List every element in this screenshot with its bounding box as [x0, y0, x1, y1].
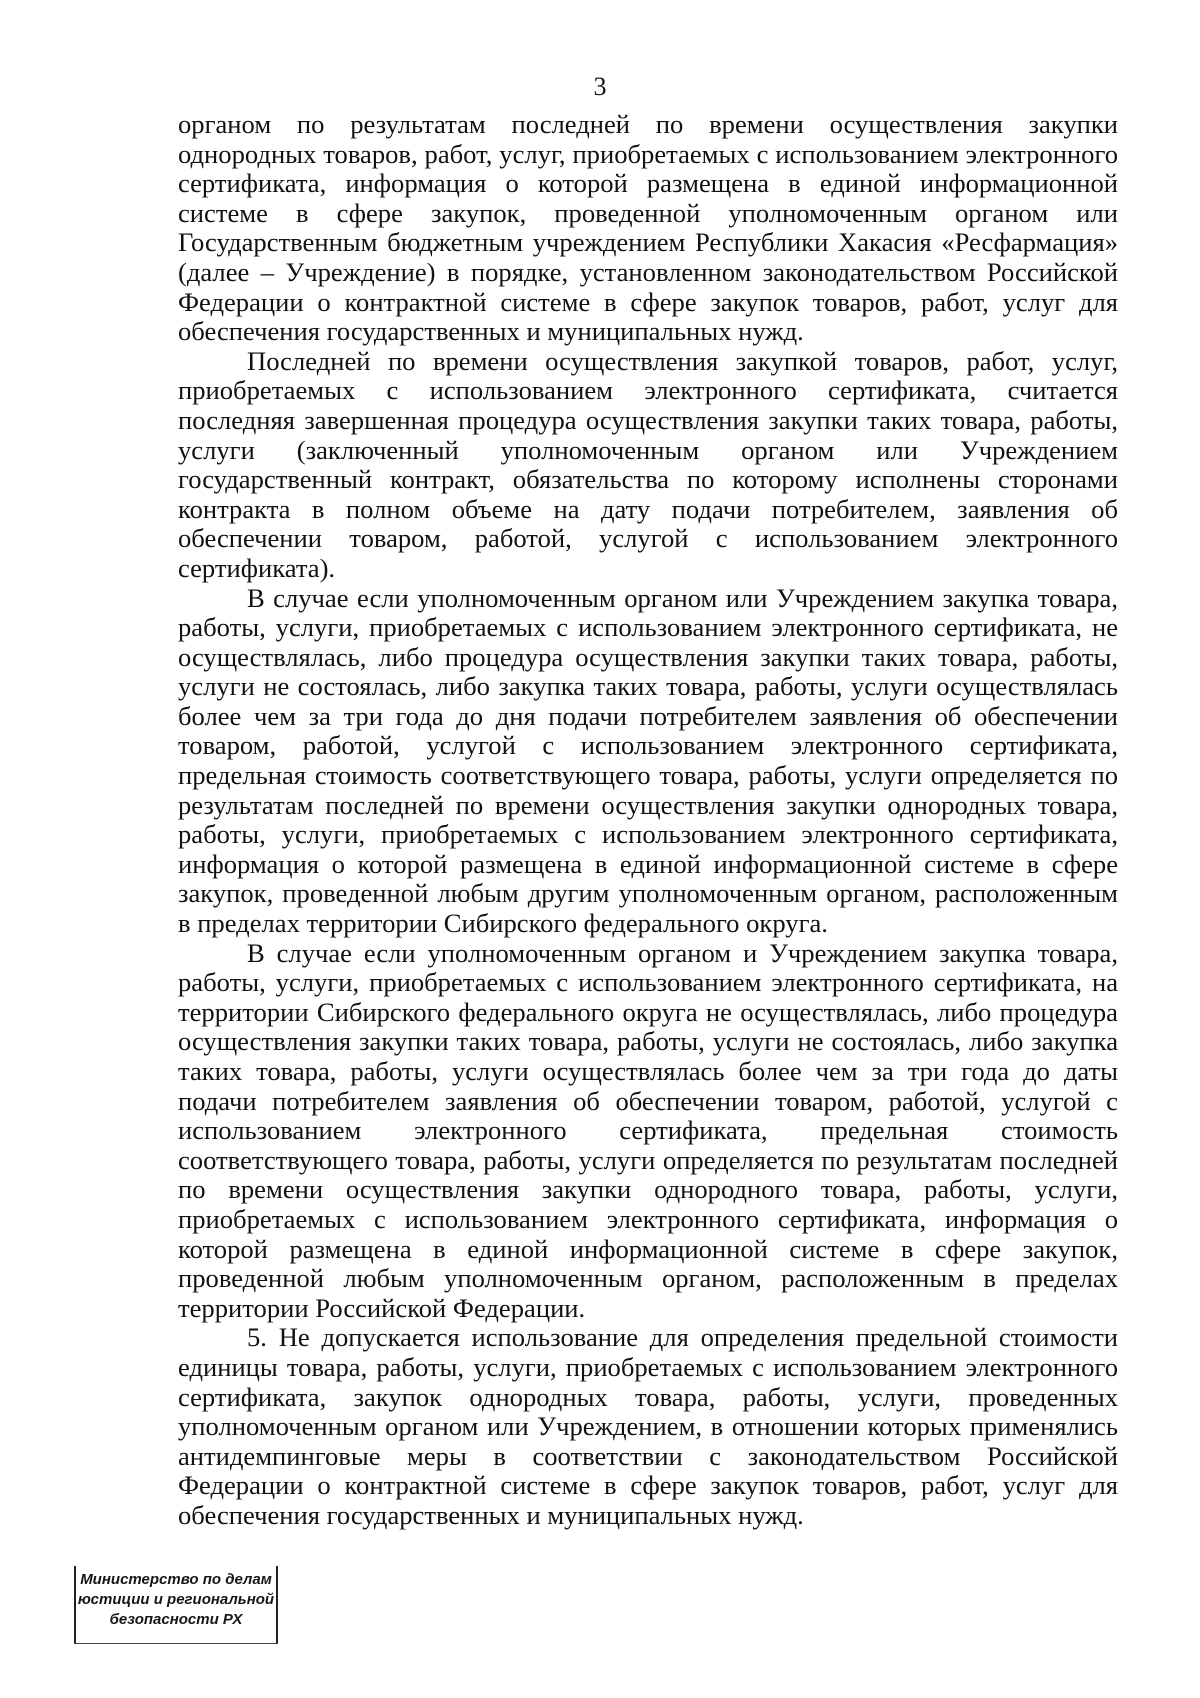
document-body: [178, 110, 1118, 1531]
stamp-line-3: безопасности РХ: [109, 1611, 243, 1628]
paragraph-last-procurement-definition: Последней по времени осуществления закупкой товаров, работ, услуг, приобретаемых с использованием электронного сертификата, считается последняя завершенная процедура осуществления закупки таких товара, работы, услуги (заключенный уполномоченным органом или Учреждением государственный контракт, обязательства по которому исполнены сторонами контракта в полном объеме на дату подачи потребителем, заявления об обеспечении товаром, работой, услугой с использованием электронного сертификата).: [178, 345, 1118, 583]
stamp-line-2: юстиции и региональной: [77, 1591, 275, 1608]
page-number: 3: [593, 72, 607, 101]
ministry-stamp: [74, 1566, 278, 1644]
paragraph-continuation: органом по результатам последней по времени осуществления закупки однородных товаров, работ, услуг, приобретаемых с использованием электронного сертификата, информация о которой размещена в единой информационной системе в сфере закупок, проведенной уполномоченным органом или Государственным бюджетным учреждением Республики Хакасия «Ресфармация» (далее – Учреждение) в порядке, установленном законодательством Российской Федерации о контрактной системе в сфере закупок товаров, работ, услуг для обеспечения государственных и муниципальных нужд.: [178, 109, 1118, 347]
paragraph-siberian-district-rule: В случае если уполномоченным органом или Учреждением закупка товара, работы, услуги, приобретаемых с использованием электронного сертификата, не осуществлялась, либо процедура осуществления закупки таких товара, работы, услуги не состоялась, либо закупка таких товара, работы, услуги осуществлялась более чем за три года до дня подачи потребителем заявления об обеспечении товаром, работой, услугой с использованием электронного сертификата, предельная стоимость соответствующего товара, работы, услуги определяется по результатам последней по времени осуществления закупки однородных товара, работы, услуги, приобретаемых с использованием электронного сертификата, информация о которой размещена в единой информационной системе в сфере закупок, проведенной любым другим уполномоченным органом, расположенным в пределах территории Сибирского федерального округа.: [178, 582, 1118, 939]
stamp-line-1: Министерство по делам: [80, 1571, 272, 1588]
paragraph-russian-federation-rule: В случае если уполномоченным органом и Учреждением закупка товара, работы, услуги, приобретаемых с использованием электронного сертификата, на территории Сибирского федерального округа не осуществлялась, либо процедура осуществления закупки таких товара, работы, услуги не состоялась, либо закупка таких товара, работы, услуги осуществлялась более чем за три года до даты подачи потребителем заявления об обеспечении товаром, работой, услугой с использованием электронного сертификата, предельная стоимость соответствующего товара, работы, услуги определяется по результатам последней по времени осуществления закупки однородного товара, работы, услуги, приобретаемых с использованием электронного сертификата, информация о которой размещена в единой информационной системе в сфере закупок, проведенной любым уполномоченным органом, расположенным в пределах территории Российской Федерации.: [178, 937, 1118, 1323]
paragraph-item-5-antidumping: 5. Не допускается использование для определения предельной стоимости единицы товара, работы, услуги, приобретаемых с использованием электронного сертификата, закупок однородных товара, работы, услуги, проведенных уполномоченным органом или Учреждением, в отношении которых применялись антидемпинговые меры в соответствии с законодательством Российской Федерации о контрактной системе в сфере закупок товаров, работ, услуг для обеспечения государственных и муниципальных нужд.: [178, 1322, 1118, 1530]
